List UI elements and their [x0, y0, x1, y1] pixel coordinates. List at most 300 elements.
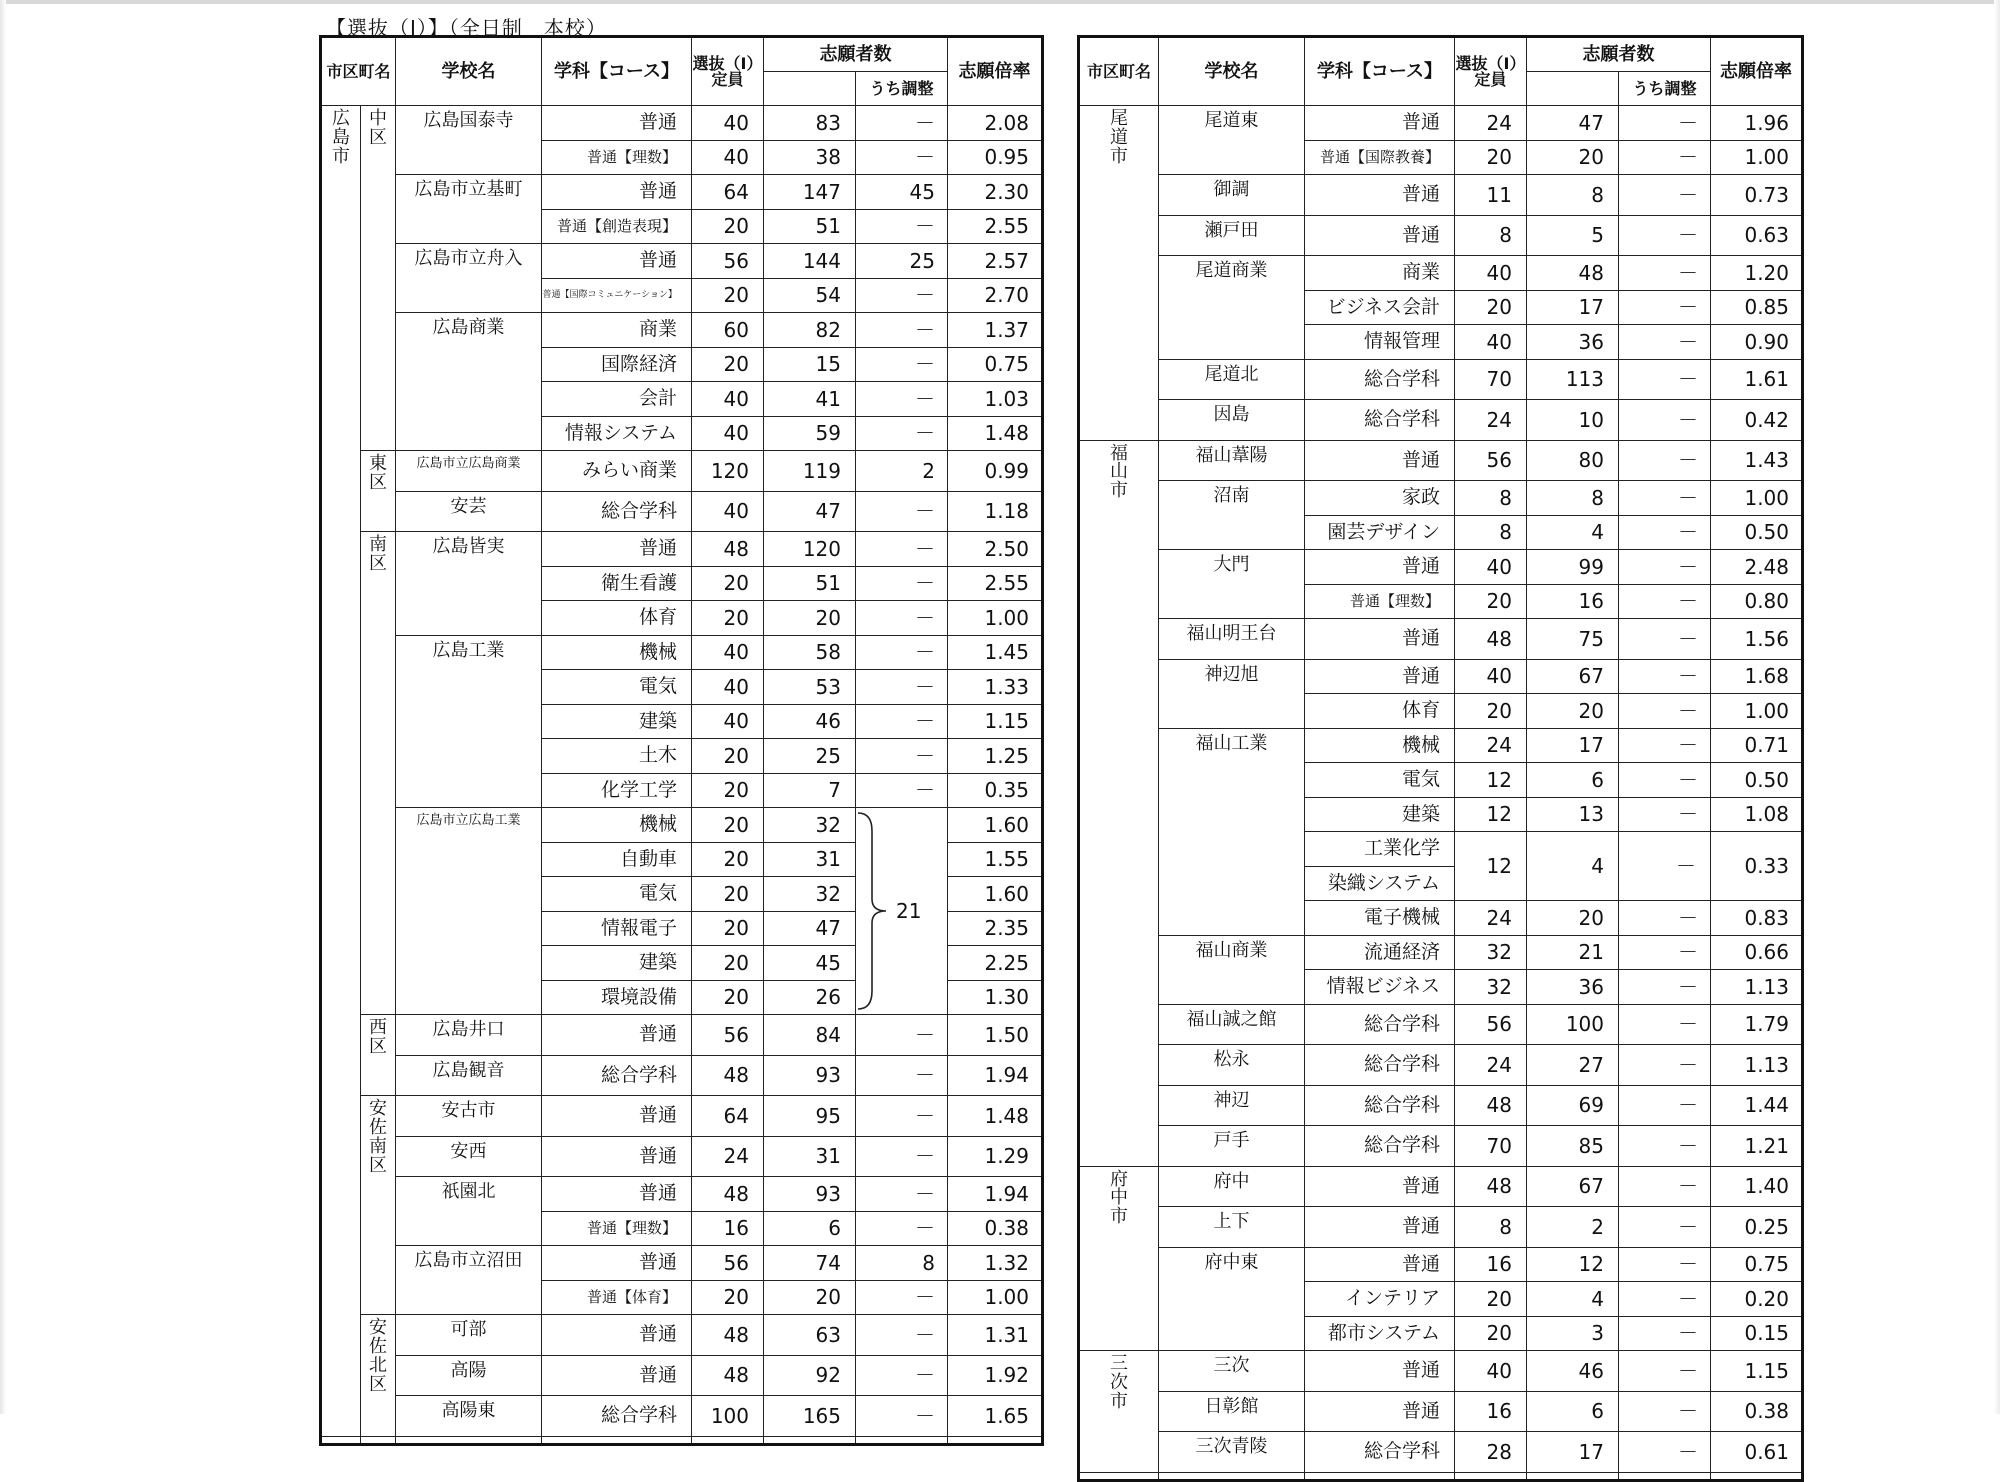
adjust-cell: －: [1619, 1004, 1711, 1045]
applicants-cell: 17: [1527, 290, 1619, 325]
course-cell: 普通: [1305, 1207, 1455, 1248]
ratio-cell: 0.50: [1711, 515, 1803, 550]
table-row: [1079, 1085, 1803, 1126]
quota-cell: 40: [692, 704, 764, 739]
applicants-cell: 26: [764, 980, 856, 1015]
applicants-group-cell: 4: [1527, 832, 1619, 901]
applicants-cell: 48: [1527, 256, 1619, 291]
course-cell: 普通: [1305, 659, 1455, 694]
applicants-cell: 17: [1527, 728, 1619, 763]
quota-cell: 70: [1455, 1126, 1527, 1167]
quota-cell: 20: [692, 842, 764, 877]
quota-cell: 56: [1455, 440, 1527, 481]
course-cell: 総合学科: [1305, 400, 1455, 441]
quota-cell: 8: [1455, 481, 1527, 516]
header-area-right: 市区町名: [1079, 37, 1159, 106]
ratio-cell: 2.25: [948, 946, 1043, 981]
school-name: 祇園北: [396, 1177, 542, 1246]
applicants-cell: 100: [1527, 1004, 1619, 1045]
adjust-cell: －: [856, 347, 948, 382]
adjust-cell: －: [1619, 550, 1711, 585]
applicants-cell: 6: [1527, 763, 1619, 798]
applicants-cell: 120: [764, 532, 856, 567]
course-cell: 建築: [542, 946, 692, 981]
adjust-cell: －: [856, 416, 948, 451]
course-cell: 普通【理数】: [1305, 584, 1455, 619]
applicants-cell: 144: [764, 244, 856, 279]
applicants-cell: 20: [1527, 694, 1619, 729]
adjust-cell: －: [1619, 1391, 1711, 1432]
ratio-cell: 1.48: [948, 416, 1043, 451]
course-cell: 工業化学: [1305, 832, 1455, 867]
course-cell: 普通: [1305, 175, 1455, 216]
table-row: [321, 244, 1043, 279]
course-cell: 情報電子: [542, 911, 692, 946]
ratio-cell: 0.99: [948, 451, 1043, 492]
table-row-cut: [1079, 1472, 1803, 1480]
ward-cell: [361, 1096, 396, 1315]
school-name: 神辺: [1159, 1085, 1305, 1126]
course-cell: 国際経済: [542, 347, 692, 382]
course-cell: 普通: [1305, 106, 1455, 141]
quota-cell: 40: [692, 106, 764, 141]
course-cell: 機械: [542, 635, 692, 670]
adjust-cell: －: [1619, 1085, 1711, 1126]
header-course: 学科【コース】: [542, 37, 692, 106]
applicants-cell: 2: [1527, 1207, 1619, 1248]
ratio-cell: 1.96: [1711, 106, 1803, 141]
adjust-cell: 8: [856, 1246, 948, 1281]
table-row: [321, 1396, 1043, 1437]
ratio-cell: 1.18: [948, 491, 1043, 532]
course-cell: 普通【理数】: [542, 1211, 692, 1246]
quota-cell: 56: [1455, 1004, 1527, 1045]
city-cell: [1079, 1166, 1159, 1351]
quota-group-cell: 12: [1455, 832, 1527, 901]
course-cell: 普通: [1305, 1351, 1455, 1392]
ratio-cell: 1.92: [948, 1355, 1043, 1396]
header-applicants: 志願者数: [764, 37, 948, 72]
cut-cell: [321, 1436, 361, 1444]
course-cell: 商業: [542, 313, 692, 348]
table-row: [1079, 550, 1803, 585]
ward-label: 中区: [369, 108, 387, 148]
applicants-cell: 59: [764, 416, 856, 451]
adjust-cell: －: [856, 566, 948, 601]
quota-cell: 20: [1455, 290, 1527, 325]
applicants-cell: 25: [764, 739, 856, 774]
table-row: [1079, 619, 1803, 660]
adjust-cell: －: [1619, 400, 1711, 441]
table-row: [1079, 935, 1803, 970]
course-cell: ビジネス会計: [1305, 290, 1455, 325]
course-cell: 商業: [1305, 256, 1455, 291]
quota-cell: 48: [692, 1315, 764, 1356]
table-row-cut: [321, 1436, 1043, 1444]
city-label: 府中市: [1110, 1168, 1128, 1228]
quota-cell: 24: [692, 1136, 764, 1177]
table-right-body: [1079, 106, 1803, 1481]
cut-cell: [1079, 1472, 1159, 1480]
course-cell: 普通: [1305, 440, 1455, 481]
ratio-cell: 0.75: [1711, 1247, 1803, 1282]
ratio-cell: 1.08: [1711, 797, 1803, 832]
quota-cell: 24: [1455, 400, 1527, 441]
applicants-cell: 12: [1527, 1247, 1619, 1282]
course-cell: 普通: [542, 1015, 692, 1056]
adjust-cell: －: [856, 106, 948, 141]
course-cell: 化学工学: [542, 773, 692, 808]
school-name: 神辺旭: [1159, 659, 1305, 728]
adjust-cell: －: [1619, 325, 1711, 360]
applicants-cell: 15: [764, 347, 856, 382]
ratio-cell: 1.31: [948, 1315, 1043, 1356]
table-row: [1079, 440, 1803, 481]
quota-cell: 32: [1455, 970, 1527, 1005]
quota-cell: 20: [692, 601, 764, 636]
adjust-cell: －: [1619, 619, 1711, 660]
ratio-cell: 1.29: [948, 1136, 1043, 1177]
applicants-cell: 36: [1527, 970, 1619, 1005]
ratio-cell: 0.63: [1711, 215, 1803, 256]
quota-cell: 64: [692, 1096, 764, 1137]
scan-edge-top: [0, 0, 2000, 4]
applicants-cell: 165: [764, 1396, 856, 1437]
course-cell: 体育: [1305, 694, 1455, 729]
ratio-cell: 1.13: [1711, 1045, 1803, 1086]
quota-cell: 12: [1455, 797, 1527, 832]
table-left-body: [321, 106, 1043, 1445]
adjust-cell: －: [856, 1280, 948, 1315]
course-cell: 総合学科: [542, 1396, 692, 1437]
table-row: [1079, 728, 1803, 763]
course-cell: 機械: [542, 808, 692, 843]
applicants-cell: 47: [1527, 106, 1619, 141]
adjust-cell: －: [856, 491, 948, 532]
applicants-cell: 63: [764, 1315, 856, 1356]
applicants-cell: 51: [764, 566, 856, 601]
applicants-cell: 17: [1527, 1432, 1619, 1473]
city-cell: [1079, 440, 1159, 1166]
course-cell: 普通: [542, 1096, 692, 1137]
quota-cell: 20: [692, 1280, 764, 1315]
cut-cell: [361, 1436, 396, 1444]
applicants-cell: 4: [1527, 1282, 1619, 1317]
quota-cell: 40: [692, 382, 764, 417]
table-row: [1079, 481, 1803, 516]
course-cell: 普通【創造表現】: [542, 209, 692, 244]
table-row: [321, 175, 1043, 210]
ratio-cell: 1.61: [1711, 359, 1803, 400]
ward-cell: [361, 532, 396, 1015]
quota-cell: 20: [692, 278, 764, 313]
quota-cell: 20: [692, 773, 764, 808]
applicants-cell: 92: [764, 1355, 856, 1396]
adjust-cell: －: [1619, 1316, 1711, 1351]
adjust-group-cell: [856, 808, 948, 1015]
course-cell: みらい商業: [542, 451, 692, 492]
header-area: 市区町名: [321, 37, 396, 106]
course-cell: 普通: [542, 106, 692, 141]
header-quota-right: 選抜（Ⅰ）定員: [1455, 37, 1527, 106]
cut-cell: [1527, 1472, 1619, 1480]
course-cell: 普通: [1305, 215, 1455, 256]
applicants-cell: 67: [1527, 1166, 1619, 1207]
ratio-cell: 1.00: [1711, 694, 1803, 729]
quota-cell: 20: [692, 808, 764, 843]
ratio-cell: 1.00: [1711, 140, 1803, 175]
course-cell: 建築: [542, 704, 692, 739]
ratio-cell: 2.08: [948, 106, 1043, 141]
school-name: 三次青陵: [1159, 1432, 1305, 1473]
ward-label: 西区: [369, 1017, 387, 1057]
adjust-cell: －: [856, 209, 948, 244]
applicants-cell: 53: [764, 670, 856, 705]
applicants-cell: 51: [764, 209, 856, 244]
school-name: 広島市立広島商業: [396, 451, 542, 492]
table-row: [1079, 1166, 1803, 1207]
applicants-cell: 3: [1527, 1316, 1619, 1351]
adjust-cell: －: [1619, 215, 1711, 256]
adjust-cell: －: [1619, 1432, 1711, 1473]
course-cell: 普通: [542, 1177, 692, 1212]
ratio-cell: 0.20: [1711, 1282, 1803, 1317]
table-row: [1079, 1004, 1803, 1045]
adjust-cell: －: [856, 635, 948, 670]
course-cell: 普通: [1305, 1247, 1455, 1282]
quota-cell: 20: [692, 739, 764, 774]
ratio-cell: 0.42: [1711, 400, 1803, 441]
ratio-cell: 1.68: [1711, 659, 1803, 694]
school-name: 上下: [1159, 1207, 1305, 1248]
course-cell: 建築: [1305, 797, 1455, 832]
ratio-cell: 1.60: [948, 877, 1043, 912]
adjust-cell: －: [1619, 1351, 1711, 1392]
applicants-cell: 46: [764, 704, 856, 739]
quota-cell: 24: [1455, 1045, 1527, 1086]
applicants-cell: 58: [764, 635, 856, 670]
course-cell: 体育: [542, 601, 692, 636]
course-cell: 流通経済: [1305, 935, 1455, 970]
quota-cell: 16: [1455, 1391, 1527, 1432]
applicants-cell: 119: [764, 451, 856, 492]
quota-cell: 8: [1455, 515, 1527, 550]
table-right: [1077, 35, 1804, 1482]
applicants-cell: 36: [1527, 325, 1619, 360]
applicants-cell: 80: [1527, 440, 1619, 481]
ratio-cell: 1.44: [1711, 1085, 1803, 1126]
cut-cell: [692, 1436, 764, 1444]
cut-cell: [948, 1436, 1043, 1444]
course-cell: 普通: [542, 1355, 692, 1396]
school-name: 日彰館: [1159, 1391, 1305, 1432]
applicants-cell: 45: [764, 946, 856, 981]
quota-cell: 20: [1455, 1282, 1527, 1317]
applicants-cell: 38: [764, 140, 856, 175]
ratio-cell: 2.48: [1711, 550, 1803, 585]
ratio-cell: 1.33: [948, 670, 1043, 705]
school-name: 広島工業: [396, 635, 542, 808]
course-cell: 普通【体育】: [542, 1280, 692, 1315]
ratio-cell: 0.85: [1711, 290, 1803, 325]
applicants-cell: 20: [764, 1280, 856, 1315]
table-row: [1079, 400, 1803, 441]
adjust-cell: －: [856, 773, 948, 808]
school-name: 尾道北: [1159, 359, 1305, 400]
school-name: 御調: [1159, 175, 1305, 216]
adjust-cell: －: [1619, 106, 1711, 141]
ratio-cell: 1.32: [948, 1246, 1043, 1281]
course-cell: 総合学科: [1305, 1432, 1455, 1473]
quota-cell: 20: [692, 566, 764, 601]
school-name: 可部: [396, 1315, 542, 1356]
applicants-cell: 20: [764, 601, 856, 636]
quota-cell: 20: [692, 980, 764, 1015]
quota-cell: 56: [692, 1015, 764, 1056]
applicants-cell: 20: [1527, 140, 1619, 175]
city-cell: [1079, 106, 1159, 441]
ratio-cell: 2.35: [948, 911, 1043, 946]
school-name: 広島国泰寺: [396, 106, 542, 175]
applicants-cell: 13: [1527, 797, 1619, 832]
ratio-cell: 2.55: [948, 209, 1043, 244]
quota-cell: 12: [1455, 763, 1527, 798]
quota-cell: 16: [692, 1211, 764, 1246]
applicants-cell: 8: [1527, 481, 1619, 516]
cut-cell: [396, 1436, 542, 1444]
quota-cell: 48: [692, 532, 764, 567]
ratio-cell: 1.55: [948, 842, 1043, 877]
ratio-cell: 0.71: [1711, 728, 1803, 763]
course-cell: 電気: [1305, 763, 1455, 798]
scan-edge-right: [1994, 0, 2000, 1414]
table-row: [1079, 215, 1803, 256]
school-name: 高陽: [396, 1355, 542, 1396]
applicants-cell: 4: [1527, 515, 1619, 550]
ratio-cell: 1.50: [948, 1015, 1043, 1056]
adjust-cell: －: [1619, 290, 1711, 325]
course-cell: 園芸デザイン: [1305, 515, 1455, 550]
city-cell: [1079, 1351, 1159, 1473]
applicants-cell: 47: [764, 491, 856, 532]
table-row: [1079, 1351, 1803, 1392]
school-name: 高陽東: [396, 1396, 542, 1437]
ratio-cell: 1.25: [948, 739, 1043, 774]
adjust-cell: －: [1619, 515, 1711, 550]
school-name: 三次: [1159, 1351, 1305, 1392]
adjust-cell: －: [1619, 1166, 1711, 1207]
ward-label: 安佐北区: [369, 1317, 387, 1395]
adjust-cell: －: [856, 1211, 948, 1246]
quota-cell: 48: [1455, 1166, 1527, 1207]
applicants-cell: 69: [1527, 1085, 1619, 1126]
quota-cell: 20: [692, 877, 764, 912]
course-cell: 普通【理数】: [542, 140, 692, 175]
ward-cell: [361, 1015, 396, 1096]
table-row: [321, 808, 1043, 843]
applicants-cell: 113: [1527, 359, 1619, 400]
applicants-cell: 8: [1527, 175, 1619, 216]
course-cell: 情報システム: [542, 416, 692, 451]
applicants-cell: 83: [764, 106, 856, 141]
ratio-cell: 1.00: [948, 601, 1043, 636]
cut-cell: [542, 1436, 692, 1444]
applicants-cell: 20: [1527, 901, 1619, 936]
city-label: 尾道市: [1110, 108, 1128, 167]
quota-cell: 24: [1455, 106, 1527, 141]
applicants-cell: 31: [764, 1136, 856, 1177]
adjust-cell: －: [1619, 935, 1711, 970]
applicants-cell: 82: [764, 313, 856, 348]
ratio-cell: 0.38: [1711, 1391, 1803, 1432]
ratio-cell: 1.03: [948, 382, 1043, 417]
quota-cell: 48: [692, 1055, 764, 1096]
quota-cell: 16: [1455, 1247, 1527, 1282]
ward-cell: [361, 451, 396, 532]
ratio-cell: 1.56: [1711, 619, 1803, 660]
cut-cell: [1159, 1472, 1305, 1480]
course-cell: 会計: [542, 382, 692, 417]
school-name: 尾道東: [1159, 106, 1305, 175]
school-name: 福山葦陽: [1159, 440, 1305, 481]
course-cell: 普通: [542, 1136, 692, 1177]
quota-cell: 20: [1455, 694, 1527, 729]
adjust-cell: －: [1619, 1282, 1711, 1317]
quota-cell: 60: [692, 313, 764, 348]
applicants-cell: 7: [764, 773, 856, 808]
quota-cell: 8: [1455, 215, 1527, 256]
adjust-cell: －: [1619, 763, 1711, 798]
ratio-cell: 2.55: [948, 566, 1043, 601]
ratio-cell: 0.25: [1711, 1207, 1803, 1248]
applicants-cell: 85: [1527, 1126, 1619, 1167]
header-school-right: 学校名: [1159, 37, 1305, 106]
city-label: 三次市: [1110, 1353, 1128, 1412]
adjust-cell: －: [1619, 140, 1711, 175]
quota-cell: 20: [692, 347, 764, 382]
course-cell: 機械: [1305, 728, 1455, 763]
applicants-cell: 41: [764, 382, 856, 417]
ward-label: 安佐南区: [369, 1098, 387, 1176]
quota-cell: 48: [692, 1355, 764, 1396]
header-applicants-sub-right: [1527, 72, 1619, 106]
ratio-cell: 1.40: [1711, 1166, 1803, 1207]
adjust-cell: －: [1619, 659, 1711, 694]
table-row: [321, 532, 1043, 567]
school-name: 沼南: [1159, 481, 1305, 550]
quota-cell: 8: [1455, 1207, 1527, 1248]
quota-cell: 40: [692, 670, 764, 705]
course-cell: 電子機械: [1305, 901, 1455, 936]
applicants-cell: 84: [764, 1015, 856, 1056]
course-cell: 電気: [542, 877, 692, 912]
adjust-cell: －: [1619, 694, 1711, 729]
adjust-cell: －: [1619, 797, 1711, 832]
adjust-cell: －: [856, 278, 948, 313]
ratio-cell: 2.50: [948, 532, 1043, 567]
table-row: [321, 1096, 1043, 1137]
course-cell: 情報管理: [1305, 325, 1455, 360]
school-name: 広島観音: [396, 1055, 542, 1096]
ratio-cell: 1.43: [1711, 440, 1803, 481]
header-course-right: 学科【コース】: [1305, 37, 1455, 106]
applicants-cell: 46: [1527, 1351, 1619, 1392]
school-name: 府中: [1159, 1166, 1305, 1207]
header-ratio-right: 志願倍率: [1711, 37, 1803, 106]
school-name: 福山工業: [1159, 728, 1305, 935]
ward-cell: [361, 1315, 396, 1437]
table-row: [321, 1355, 1043, 1396]
